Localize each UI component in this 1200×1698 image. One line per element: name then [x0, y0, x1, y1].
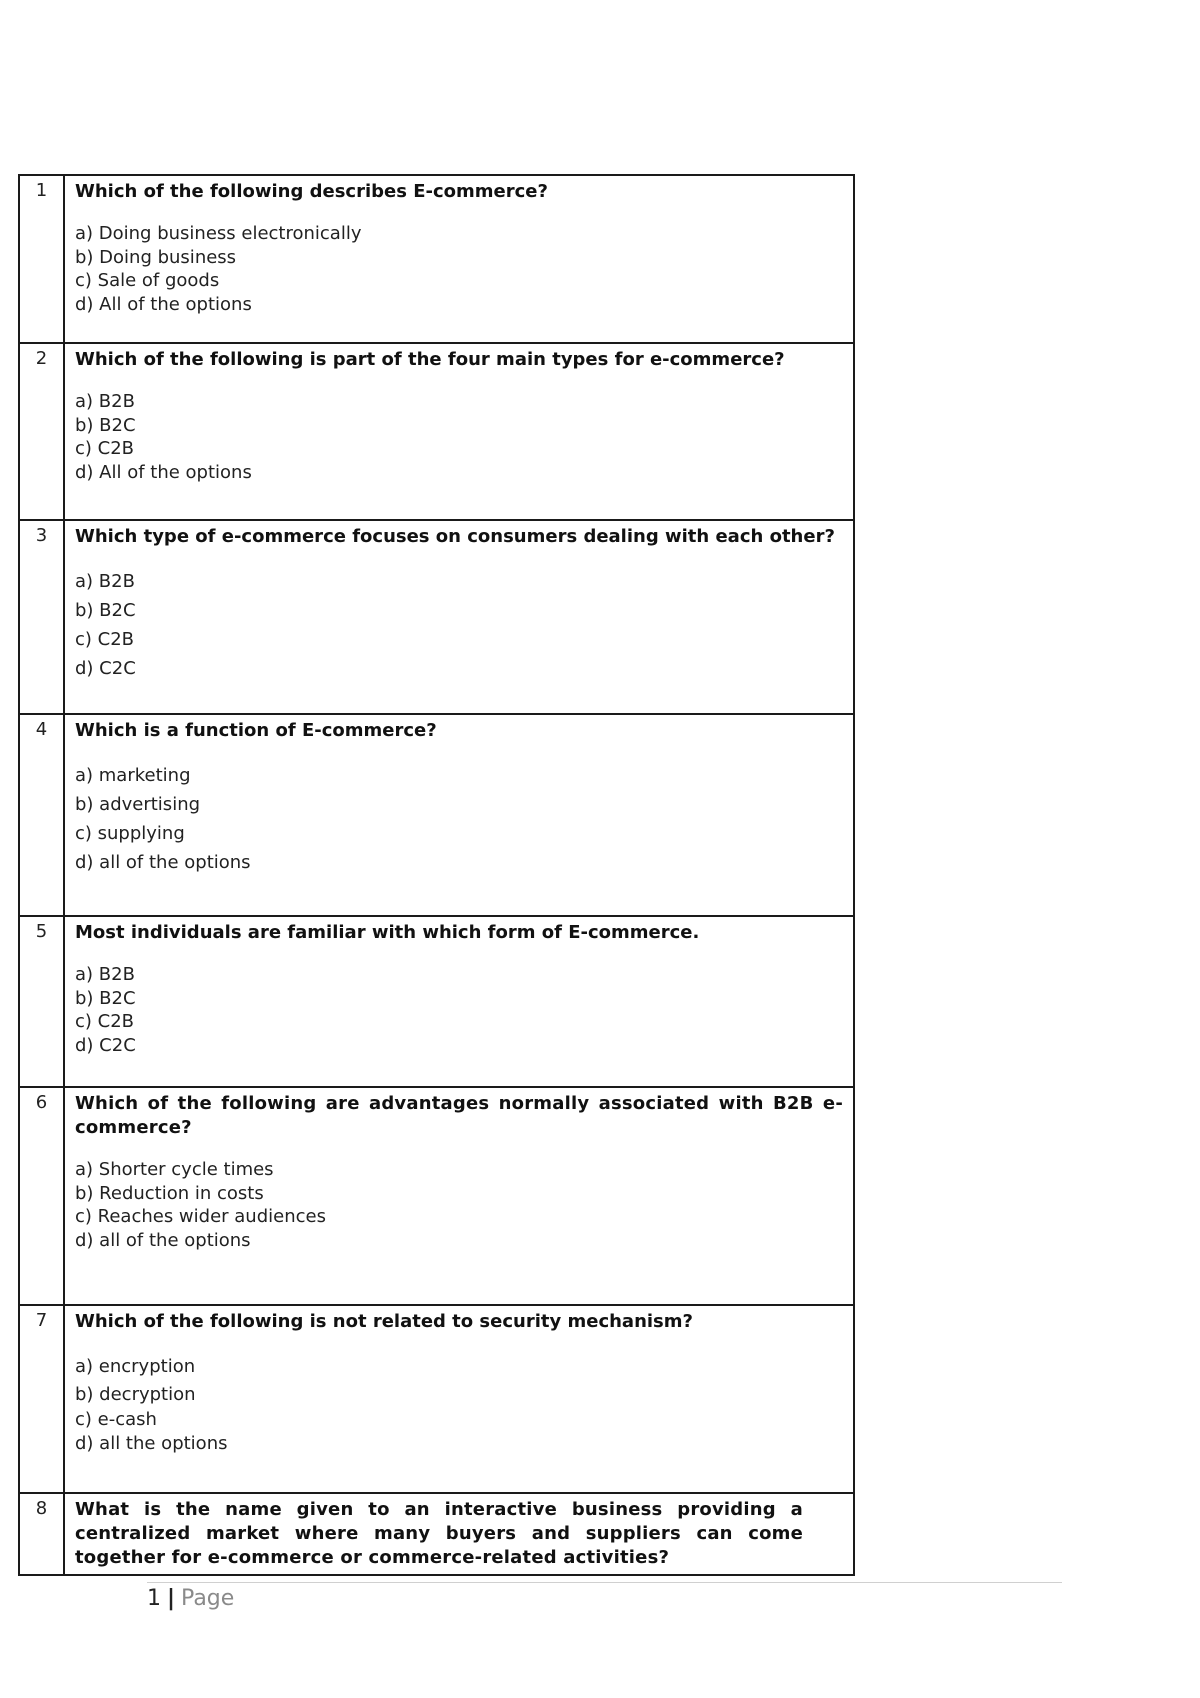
options-list	[75, 963, 843, 1057]
question-text: Which of the following are advantages normally associated with B2B e-commerce?	[75, 1093, 843, 1138]
options-list	[75, 761, 843, 877]
footer-divider	[147, 1582, 1062, 1583]
options-list	[75, 1158, 843, 1252]
option-item: a) Shorter cycle times	[75, 1159, 274, 1180]
question-text: Which of the following is part of the four main types for e-commerce?	[75, 349, 785, 370]
page-label: Page	[181, 1586, 235, 1611]
option-item: b) B2C	[75, 600, 136, 621]
question-content	[64, 1087, 854, 1305]
option-item: d) C2C	[75, 1034, 136, 1056]
option-item: b) B2C	[75, 987, 136, 1009]
option-item: b) advertising	[75, 794, 201, 815]
option-item: c) C2B	[75, 629, 135, 650]
option-item: d) All of the options	[75, 293, 252, 315]
question-number: 5	[19, 916, 64, 1087]
option-item: c) C2B	[75, 1011, 135, 1032]
question-content	[64, 714, 854, 916]
option-item: b) Doing business	[75, 246, 237, 268]
question-text: Most individuals are familiar with which form of E-commerce.	[75, 922, 700, 943]
option-item: b) decryption	[75, 1384, 196, 1405]
option-item: a) B2B	[75, 571, 135, 592]
question-content	[64, 916, 854, 1087]
question-row	[19, 1305, 854, 1493]
question-text: Which is a function of E-commerce?	[75, 720, 437, 741]
option-item: a) B2B	[75, 964, 135, 985]
question-number: 6	[19, 1087, 64, 1305]
option-item: c) Reaches wider audiences	[75, 1206, 326, 1227]
option-item: a) B2B	[75, 391, 135, 412]
footer-separator: |	[167, 1586, 176, 1611]
options-list	[75, 222, 843, 316]
question-number: 3	[19, 520, 64, 714]
question-number: 2	[19, 343, 64, 520]
question-row	[19, 1493, 854, 1575]
question-content	[64, 1305, 854, 1493]
question-content	[64, 175, 854, 343]
options-list	[75, 567, 843, 683]
page-footer	[147, 1586, 234, 1611]
option-item: d) all of the options	[75, 852, 251, 873]
option-item: b) Reduction in costs	[75, 1182, 264, 1204]
option-item: a) encryption	[75, 1356, 196, 1377]
question-content	[64, 343, 854, 520]
option-item: c) supplying	[75, 823, 185, 844]
options-list	[75, 1352, 843, 1455]
question-number: 8	[19, 1493, 64, 1575]
question-content	[64, 520, 854, 714]
question-row	[19, 175, 854, 343]
question-row	[19, 714, 854, 916]
question-row	[19, 520, 854, 714]
question-text: Which of the following describes E-commerce?	[75, 181, 548, 202]
option-item: d) All of the options	[75, 461, 252, 483]
question-row	[19, 343, 854, 520]
options-list	[75, 390, 843, 484]
question-number: 4	[19, 714, 64, 916]
question-number: 1	[19, 175, 64, 343]
question-text: What is the name given to an interactive business providing a centralized market where many buyers and suppliers can come together for e-commerce or commerce-related activities?	[75, 1499, 803, 1568]
question-text: Which type of e-commerce focuses on consumers dealing with each other?	[75, 526, 835, 547]
option-item: d) C2C	[75, 658, 136, 679]
question-row	[19, 916, 854, 1087]
question-row	[19, 1087, 854, 1305]
option-item: c) C2B	[75, 438, 135, 459]
option-item: d) all the options	[75, 1432, 228, 1454]
option-item: b) B2C	[75, 414, 136, 436]
question-text: Which of the following is not related to security mechanism?	[75, 1311, 693, 1332]
page-number: 1	[147, 1586, 161, 1611]
option-item: d) all of the options	[75, 1229, 251, 1251]
option-item: c) e-cash	[75, 1409, 157, 1430]
option-item: c) Sale of goods	[75, 270, 220, 291]
question-content	[64, 1493, 854, 1575]
option-item: a) marketing	[75, 765, 191, 786]
question-table	[18, 174, 855, 1576]
question-number: 7	[19, 1305, 64, 1493]
option-item: a) Doing business electronically	[75, 223, 362, 244]
